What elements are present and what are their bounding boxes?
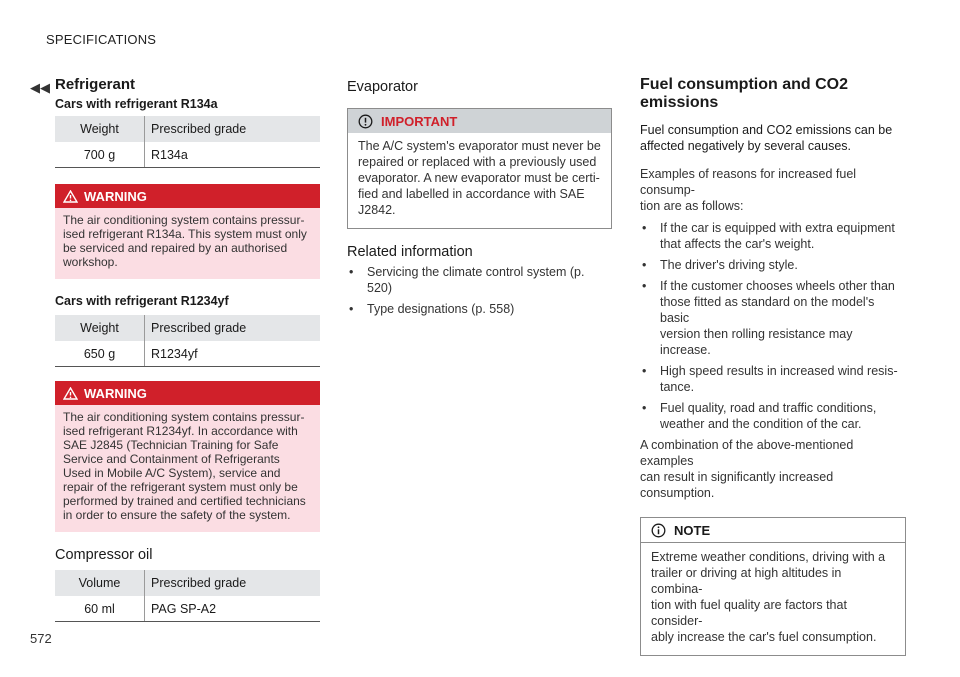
- volume-header: Volume: [55, 570, 145, 596]
- warning-line: Service and Containment of Refrigerants: [63, 452, 280, 466]
- compressor-oil-heading: Compressor oil: [55, 547, 153, 563]
- warning-line: repair of the refrigerant system must only be: [63, 480, 298, 494]
- heading-line: emissions: [640, 94, 719, 111]
- text-line: A combination of the above-mentioned examples: [640, 438, 854, 468]
- important-line: repaired or replaced with a previously used: [358, 155, 597, 169]
- evaporator-heading: Evaporator: [347, 79, 418, 95]
- table-row: [55, 596, 320, 622]
- text-line: • If the car is equipped with extra equipment: [660, 221, 895, 235]
- text-line: those fitted as standard on the model's basic: [660, 295, 875, 325]
- weight-value: 700 g: [55, 142, 145, 168]
- note-line: trailer or driving at high altitudes in combina-: [651, 566, 842, 596]
- related-links-list: [347, 264, 612, 317]
- warning-triangle-icon: [63, 190, 78, 203]
- important-title: IMPORTANT: [381, 113, 458, 129]
- refrigerant-column: [55, 76, 320, 622]
- text-line: can result in significantly increased consumption.: [640, 470, 834, 500]
- note-text: [641, 543, 905, 655]
- text-line: affected negatively by several causes.: [640, 139, 852, 153]
- refrigerant-heading: Refrigerant: [55, 76, 136, 93]
- warning-line: in order to ensure the safety of the system.: [63, 508, 291, 522]
- warning-title: WARNING: [84, 188, 147, 204]
- warning-triangle-icon: [63, 387, 78, 400]
- grade-header: Prescribed grade: [145, 315, 321, 341]
- fuel-consumption-column: [640, 76, 906, 656]
- warning-text: [55, 208, 320, 279]
- note-box: [640, 517, 906, 656]
- warning-line: The air conditioning system contains pressur-: [63, 410, 305, 424]
- important-box: [347, 108, 612, 229]
- important-line: J2842.: [358, 203, 396, 217]
- weight-value: 650 g: [55, 341, 145, 367]
- text-line: Examples of reasons for increased fuel consump-: [640, 167, 857, 197]
- text-line: • Fuel quality, road and traffic conditions,: [660, 401, 877, 415]
- info-icon: [651, 523, 666, 538]
- text-line: weather and the condition of the car.: [660, 417, 862, 431]
- text-line: • The driver's driving style.: [660, 258, 798, 272]
- important-line: fied and labelled in accordance with SAE: [358, 187, 585, 201]
- important-circle-icon: [358, 114, 373, 129]
- important-text: [348, 133, 611, 228]
- table-row: [55, 341, 320, 367]
- combination-paragraph: [640, 437, 906, 501]
- note-line: tion with fuel quality are factors that consider-: [651, 598, 847, 628]
- warning-line: ised refrigerant R134a. This system must only: [63, 227, 307, 241]
- note-line: Extreme weather conditions, driving with a: [651, 550, 886, 564]
- warning-line: be serviced and repaired by an authorised: [63, 241, 288, 255]
- warning-title-bar: [55, 184, 320, 208]
- intro-paragraph: [640, 122, 906, 154]
- warning-line: The air conditioning system contains pressur-: [63, 213, 305, 227]
- note-line: ably increase the car's fuel consumption.: [651, 630, 877, 644]
- related-link-climate-control[interactable]: • Servicing the climate control system (p. 520): [347, 264, 612, 296]
- grade-value: R134a: [145, 142, 321, 168]
- fuel-consumption-heading: [640, 76, 906, 112]
- text-line: • If the customer chooses wheels other than: [660, 279, 895, 293]
- r134a-table: [55, 116, 320, 168]
- evaporator-column: [347, 76, 612, 322]
- compressor-oil-table: [55, 570, 320, 622]
- related-information-heading: Related information: [347, 244, 473, 260]
- r1234yf-table: [55, 315, 320, 367]
- list-item: [640, 257, 906, 273]
- warning-line: ised refrigerant R1234yf. In accordance with: [63, 424, 298, 438]
- note-title: NOTE: [674, 522, 711, 538]
- related-link-type-designations[interactable]: • Type designations (p. 558): [347, 301, 612, 317]
- text-line: tance.: [660, 380, 695, 394]
- warning-title-bar: [55, 381, 320, 405]
- weight-header: Weight: [55, 116, 145, 142]
- list-item: [640, 400, 906, 432]
- page-header: SPECIFICATIONS: [46, 32, 157, 47]
- previous-page-icon[interactable]: ◀◀: [30, 80, 50, 95]
- page-number: 572: [30, 631, 52, 646]
- r134a-warning-box: [55, 184, 320, 279]
- weight-header: Weight: [55, 315, 145, 341]
- text-line: tion are as follows:: [640, 199, 744, 213]
- important-line: evaporator. A new evaporator must be certi-: [358, 171, 600, 185]
- note-title-bar: [641, 518, 905, 543]
- text-line: version then rolling resistance may increase.: [660, 327, 853, 357]
- warning-line: performed by trained and certified technicians: [63, 494, 306, 508]
- text-line: • High speed results in increased wind resis-: [660, 364, 898, 378]
- r1234yf-warning-box: [55, 381, 320, 532]
- r1234yf-subheading: Cars with refrigerant R1234yf: [55, 294, 229, 308]
- important-line: The A/C system's evaporator must never be: [358, 139, 601, 153]
- grade-value: R1234yf: [145, 341, 321, 367]
- heading-line: Fuel consumption and CO2: [640, 76, 849, 93]
- volume-value: 60 ml: [55, 596, 145, 622]
- warning-line: Used in Mobile A/C System), service and: [63, 466, 281, 480]
- table-row: [55, 142, 320, 168]
- grade-header: Prescribed grade: [145, 570, 321, 596]
- important-title-bar: [348, 109, 611, 133]
- text-line: that affects the car's weight.: [660, 237, 815, 251]
- list-item: [640, 363, 906, 395]
- warning-title: WARNING: [84, 385, 147, 401]
- text-line: Fuel consumption and CO2 emissions can be: [640, 123, 893, 137]
- list-item: [640, 220, 906, 252]
- warning-text: [55, 405, 320, 532]
- lead-paragraph: [640, 166, 906, 214]
- list-item: [640, 278, 906, 358]
- r134a-subheading: Cars with refrigerant R134a: [55, 97, 218, 111]
- reasons-list: [640, 220, 906, 432]
- grade-value: PAG SP-A2: [145, 596, 321, 622]
- warning-line: workshop.: [63, 255, 118, 269]
- warning-line: SAE J2845 (Technician Training for Safe: [63, 438, 279, 452]
- grade-header: Prescribed grade: [145, 116, 321, 142]
